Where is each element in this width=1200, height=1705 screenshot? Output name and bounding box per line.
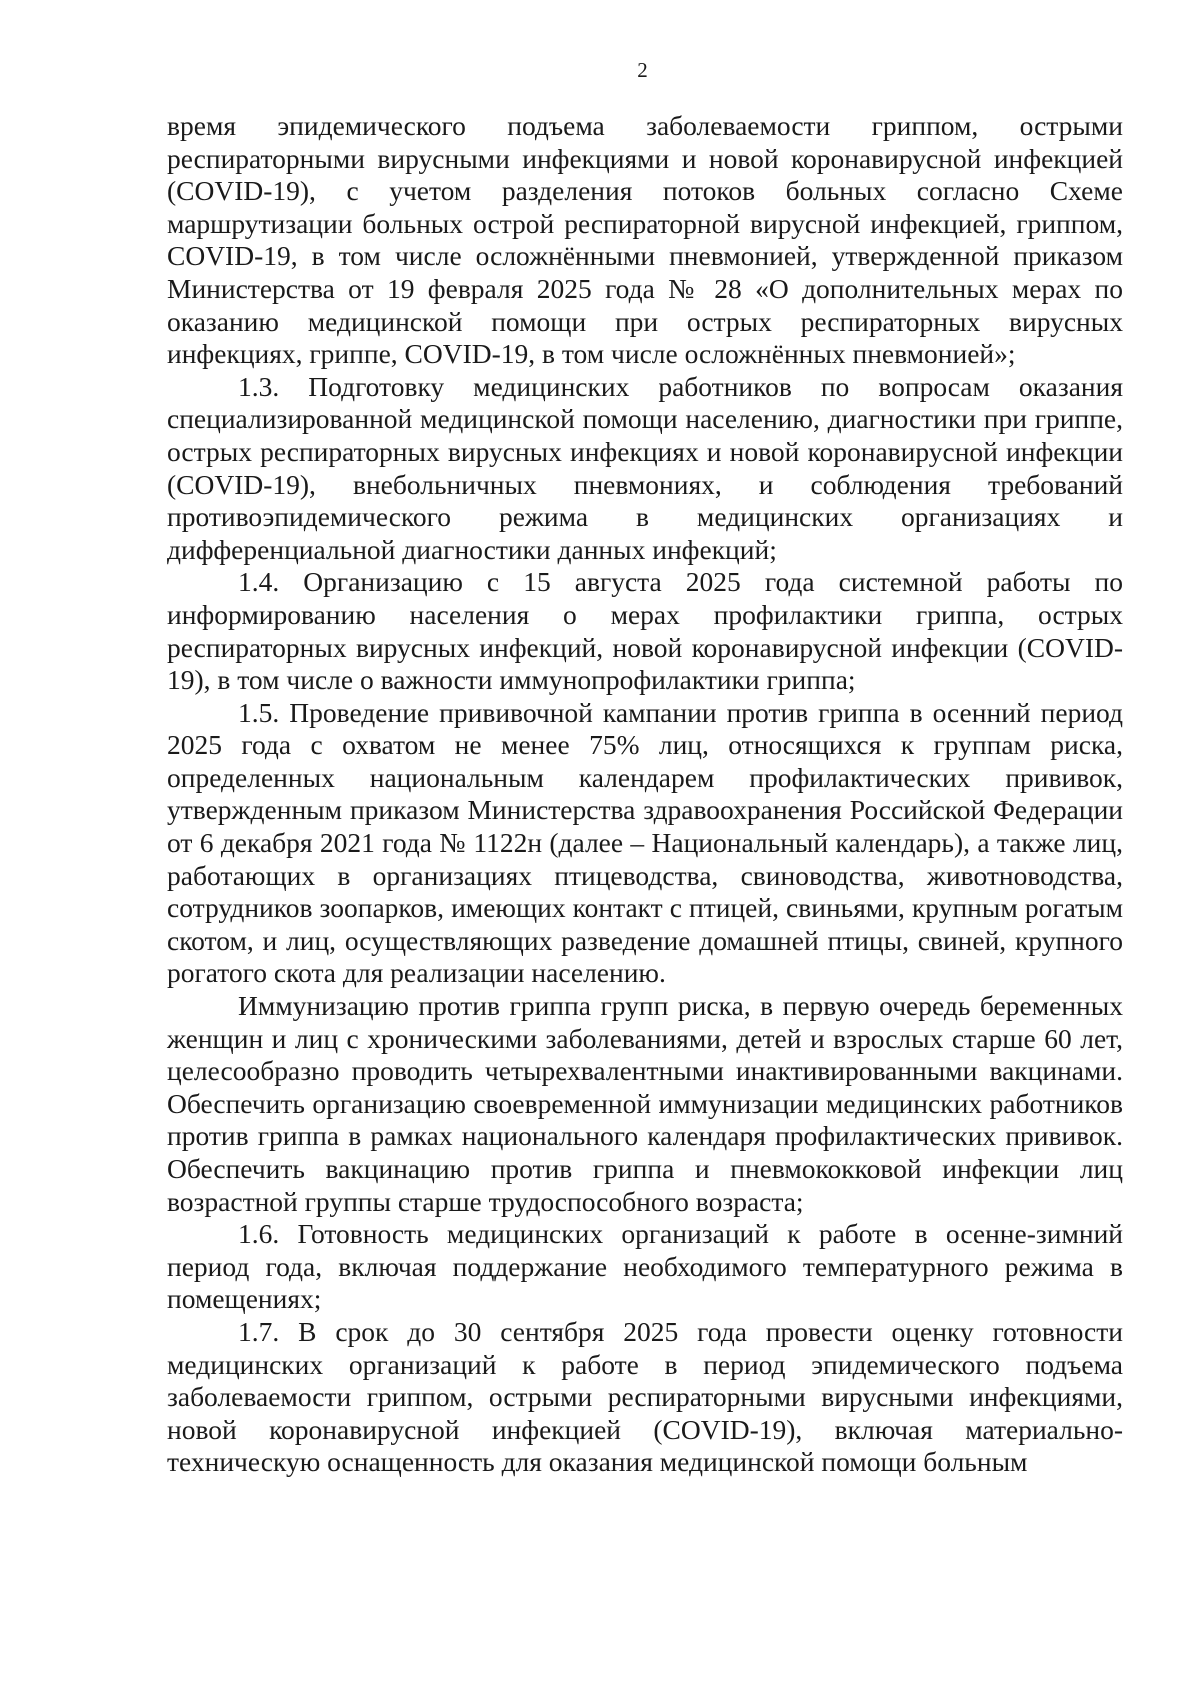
paragraph-1-3: 1.3. Подготовку медицинских работников по вопросам оказания специализированной медицинской помощи населению, диагностики при гриппе, острых респираторных вирусных инфекциях и новой коронавирусной инфекции (COVID-19), внебольничных пневмониях, и соблюдения требований противоэпидемического режима в медицинских организациях и дифференциальной диагностики данных инфекций; xyxy=(167,370,1123,565)
paragraph-1-5: 1.5. Проведение прививочной кампании против гриппа в осенний период 2025 года с охватом не менее 75% лиц, относящихся к группам риска, определенных национальным календарем профилактических прививок, утвержденным приказом Министерства здравоохранения Российской Федерации от 6 декабря 2021 года № 1122н (далее – Национальный календарь), а также лиц, работающих в организациях птицеводства, свиноводства, животноводства, сотрудников зоопарков, имеющих контакт с птицей, свиньями, крупным рогатым скотом, и лиц, осуществляющих разведение домашней птицы, свиней, крупного рогатого скота для реализации населению. xyxy=(167,696,1123,989)
page-number: 2 xyxy=(637,58,648,82)
paragraph-1-4: 1.4. Организацию с 15 августа 2025 года системной работы по информированию населения о мерах профилактики гриппа, острых респираторных вирусных инфекций, новой коронавирусной инфекции (COVID-19), в том числе о важности иммунопрофилактики гриппа; xyxy=(167,566,1123,696)
paragraph-1-6: 1.6. Готовность медицинских организаций к работе в осенне-зимний период года, включая поддержание необходимого температурного режима в помещениях; xyxy=(167,1218,1123,1315)
paragraph-1-7: 1.7. В срок до 30 сентября 2025 года провести оценку готовности медицинских организаций к работе в период эпидемического подъема заболеваемости гриппом, острыми респираторными вирусными инфекциями, новой коронавирусной инфекцией (COVID-19), включая материально-техническую оснащенность для оказания медицинской помощи больным xyxy=(167,1315,1123,1478)
document-body xyxy=(167,110,1123,1479)
paragraph-immunization: Иммунизацию против гриппа групп риска, в первую очередь беременных женщин и лиц с хроническими заболеваниями, детей и взрослых старше 60 лет, целесообразно проводить четырехвалентными инактивированными вакцинами. Обеспечить организацию своевременной иммунизации медицинских работников против гриппа в рамках национального календаря профилактических прививок. Обеспечить вакцинацию против гриппа и пневмококковой инфекции лиц возрастной группы старше трудоспособного возраста; xyxy=(167,990,1123,1217)
paragraph-continuation: время эпидемического подъема заболеваемости гриппом, острыми респираторными вирусными инфекциями и новой коронавирусной инфекцией (COVID-19), с учетом разделения потоков больных согласно Схеме маршрутизации больных острой респираторной вирусной инфекцией, гриппом, COVID-19, в том числе осложнёнными пневмонией, утвержденной приказом Министерства от 19 февраля 2025 года № 28 «О дополнительных мерах по оказанию медицинской помощи при острых респираторных вирусных инфекциях, гриппе, COVID-19, в том числе осложнённых пневмонией»; xyxy=(167,110,1123,370)
